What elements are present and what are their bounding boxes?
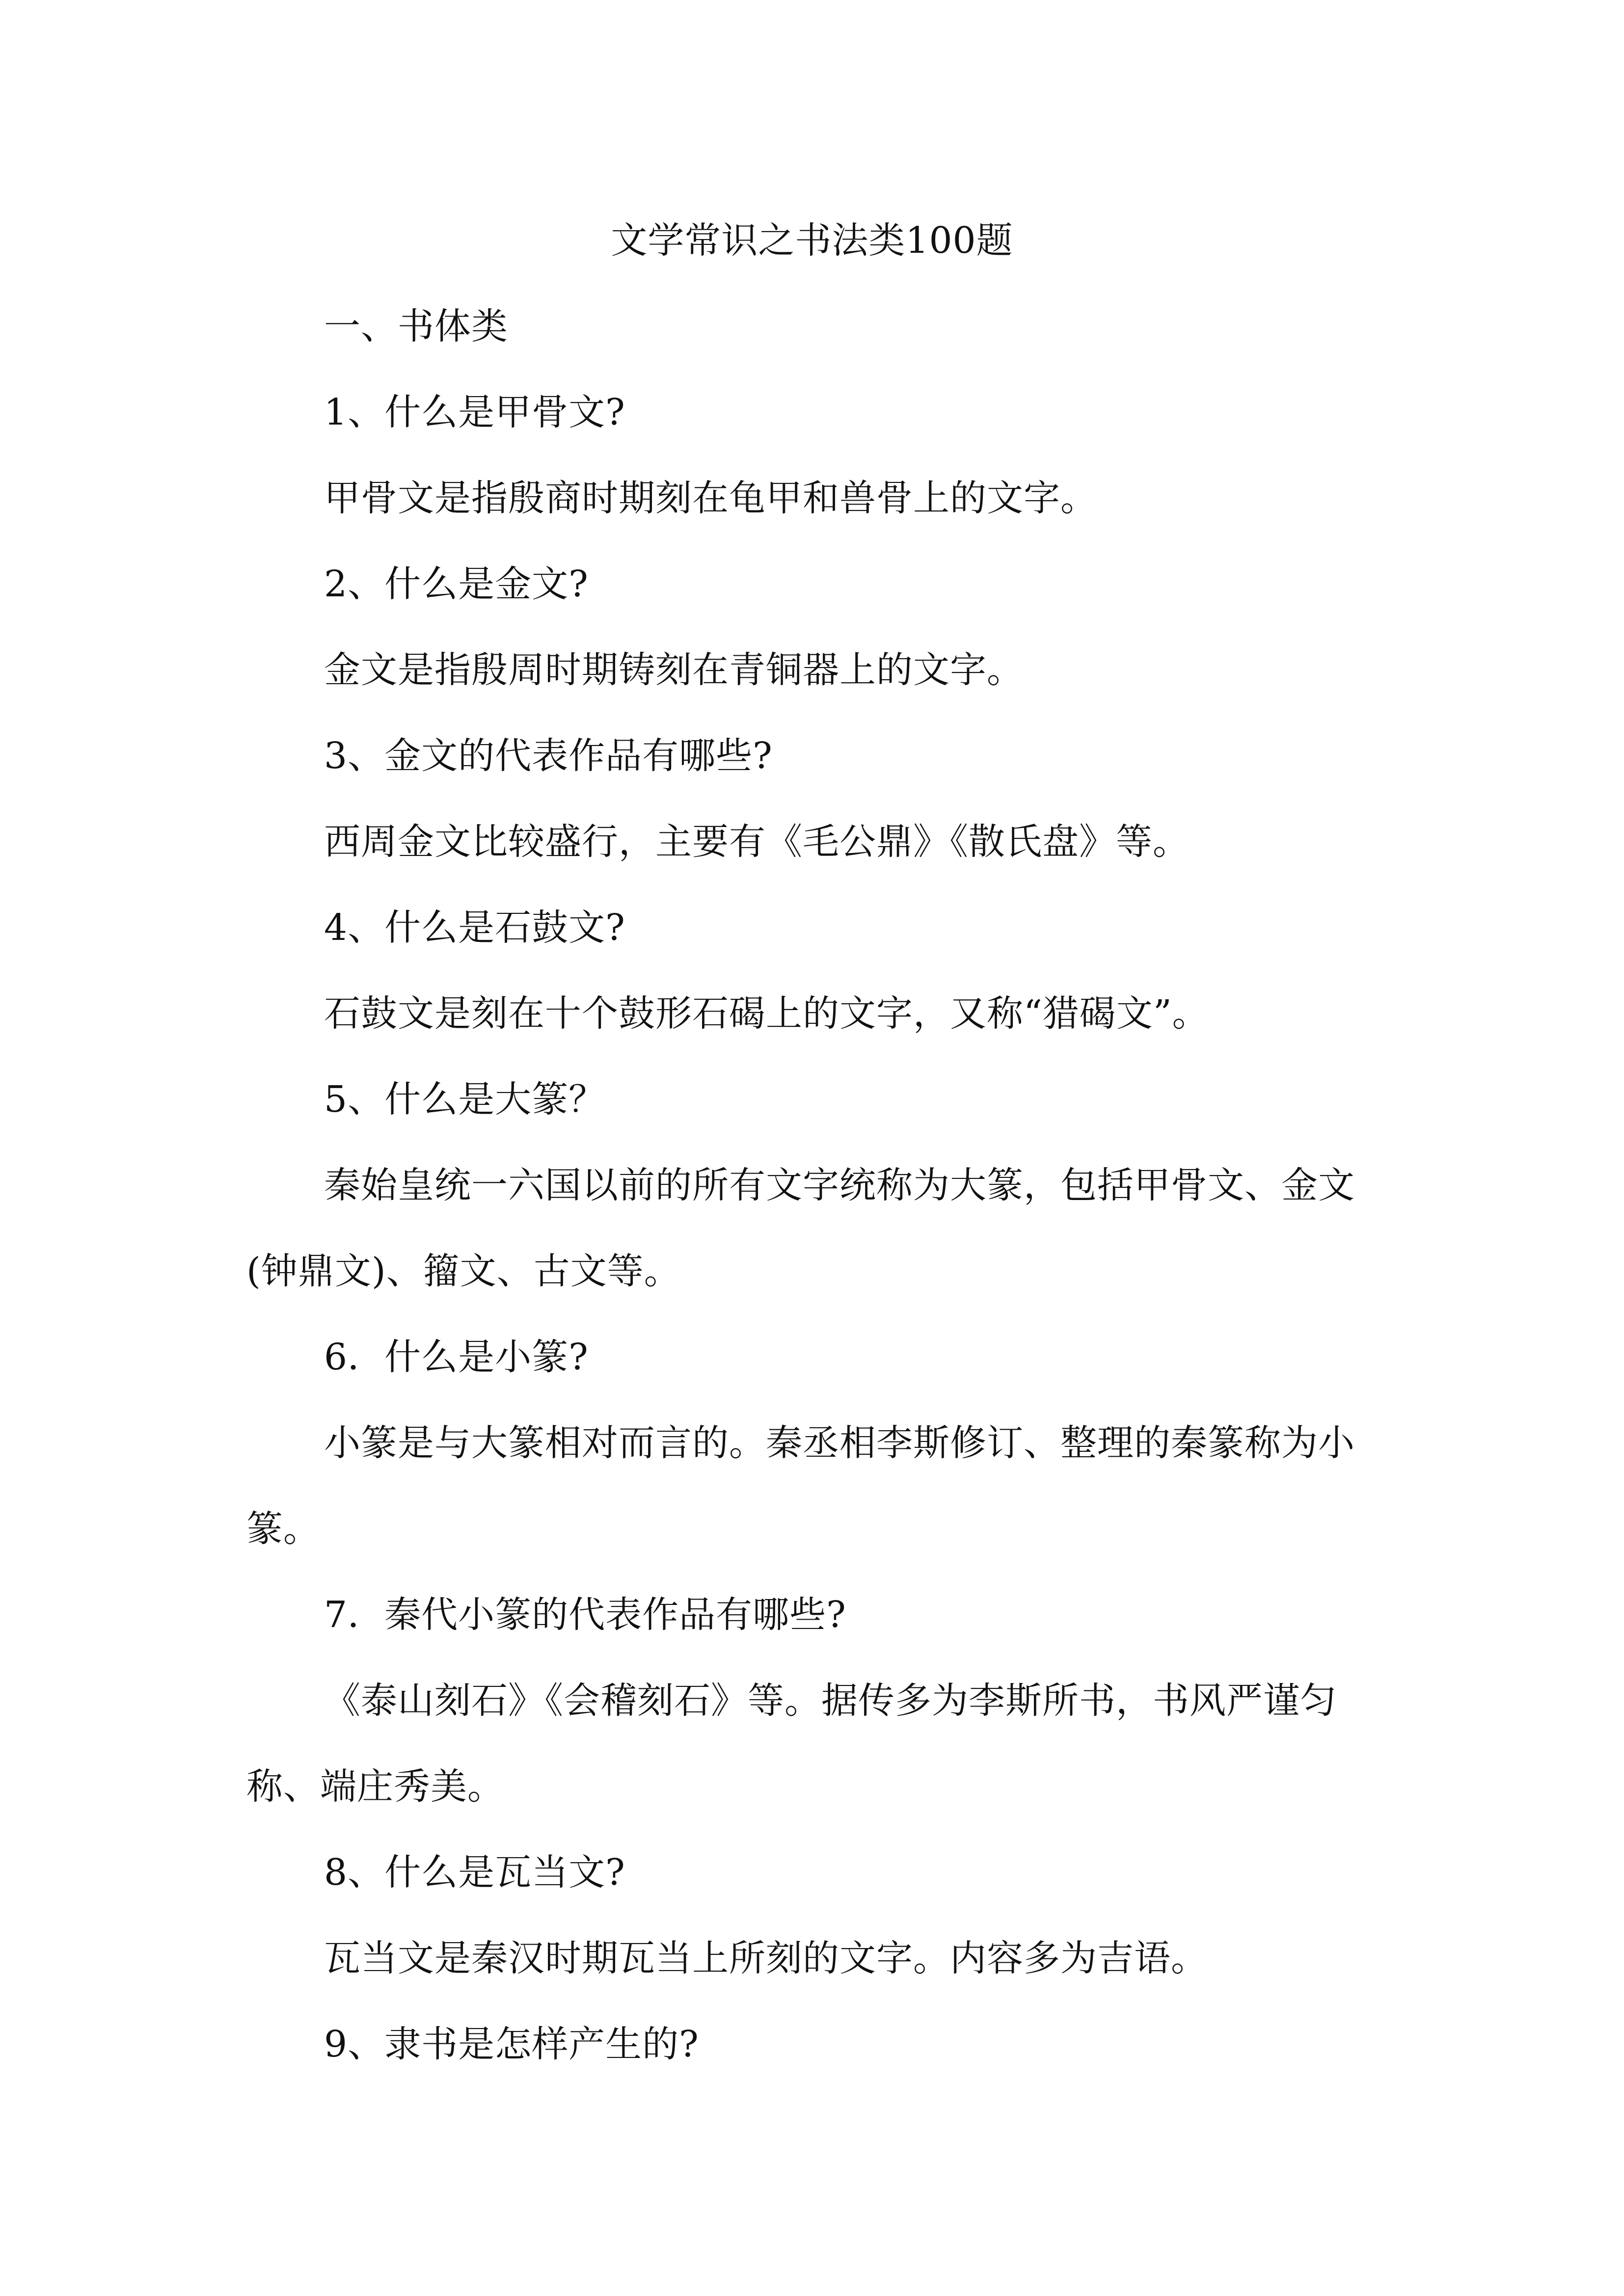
answer-1: 甲骨文是指殷商时期刻在龟甲和兽骨上的文字。: [324, 477, 1097, 519]
page-title: 文学常识之书法类100题: [611, 219, 1013, 262]
answer-2: 金文是指殷周时期铸刻在青铜器上的文字。: [324, 649, 1024, 691]
question-1: 1、什么是甲骨文?: [324, 391, 625, 433]
question-8: 8、什么是瓦当文?: [324, 1851, 625, 1894]
question-3: 3、金文的代表作品有哪些?: [324, 735, 773, 777]
section-heading: 一、书体类: [324, 305, 508, 347]
answer-5-line-1: 秦始皇统一六国以前的所有文字统称为大篆，包括甲骨文、金文: [324, 1164, 1355, 1206]
question-9: 9、隶书是怎样产生的?: [324, 2023, 699, 2065]
question-5: 5、什么是大篆？: [324, 1078, 606, 1121]
answer-4: 石鼓文是刻在十个鼓形石碣上的文字，又称“猎碣文”。: [324, 992, 1209, 1035]
answer-3: 西周金文比较盛行，主要有《毛公鼎》《散氏盘》等。: [324, 821, 1190, 863]
answer-5-line-2: (钟鼎文)、籀文、古文等。: [246, 1250, 681, 1292]
answer-6-line-2: 篆。: [246, 1508, 320, 1550]
answer-8: 瓦当文是秦汉时期瓦当上所刻的文字。内容多为吉语。: [324, 1937, 1208, 1979]
question-7: 7．秦代小篆的代表作品有哪些?: [324, 1594, 846, 1636]
answer-6-line-1: 小篆是与大篆相对而言的。秦丞相李斯修订、整理的秦篆称为小: [324, 1422, 1355, 1464]
answer-7-line-1: 《泰山刻石》《会稽刻石》等。据传多为李斯所书，书风严谨匀: [324, 1680, 1337, 1722]
question-6: 6．什么是小篆?: [324, 1336, 589, 1378]
answer-7-line-2: 称、端庄秀美。: [246, 1765, 504, 1808]
question-4: 4、什么是石鼓文?: [324, 907, 625, 949]
question-2: 2、什么是金文?: [324, 563, 589, 605]
